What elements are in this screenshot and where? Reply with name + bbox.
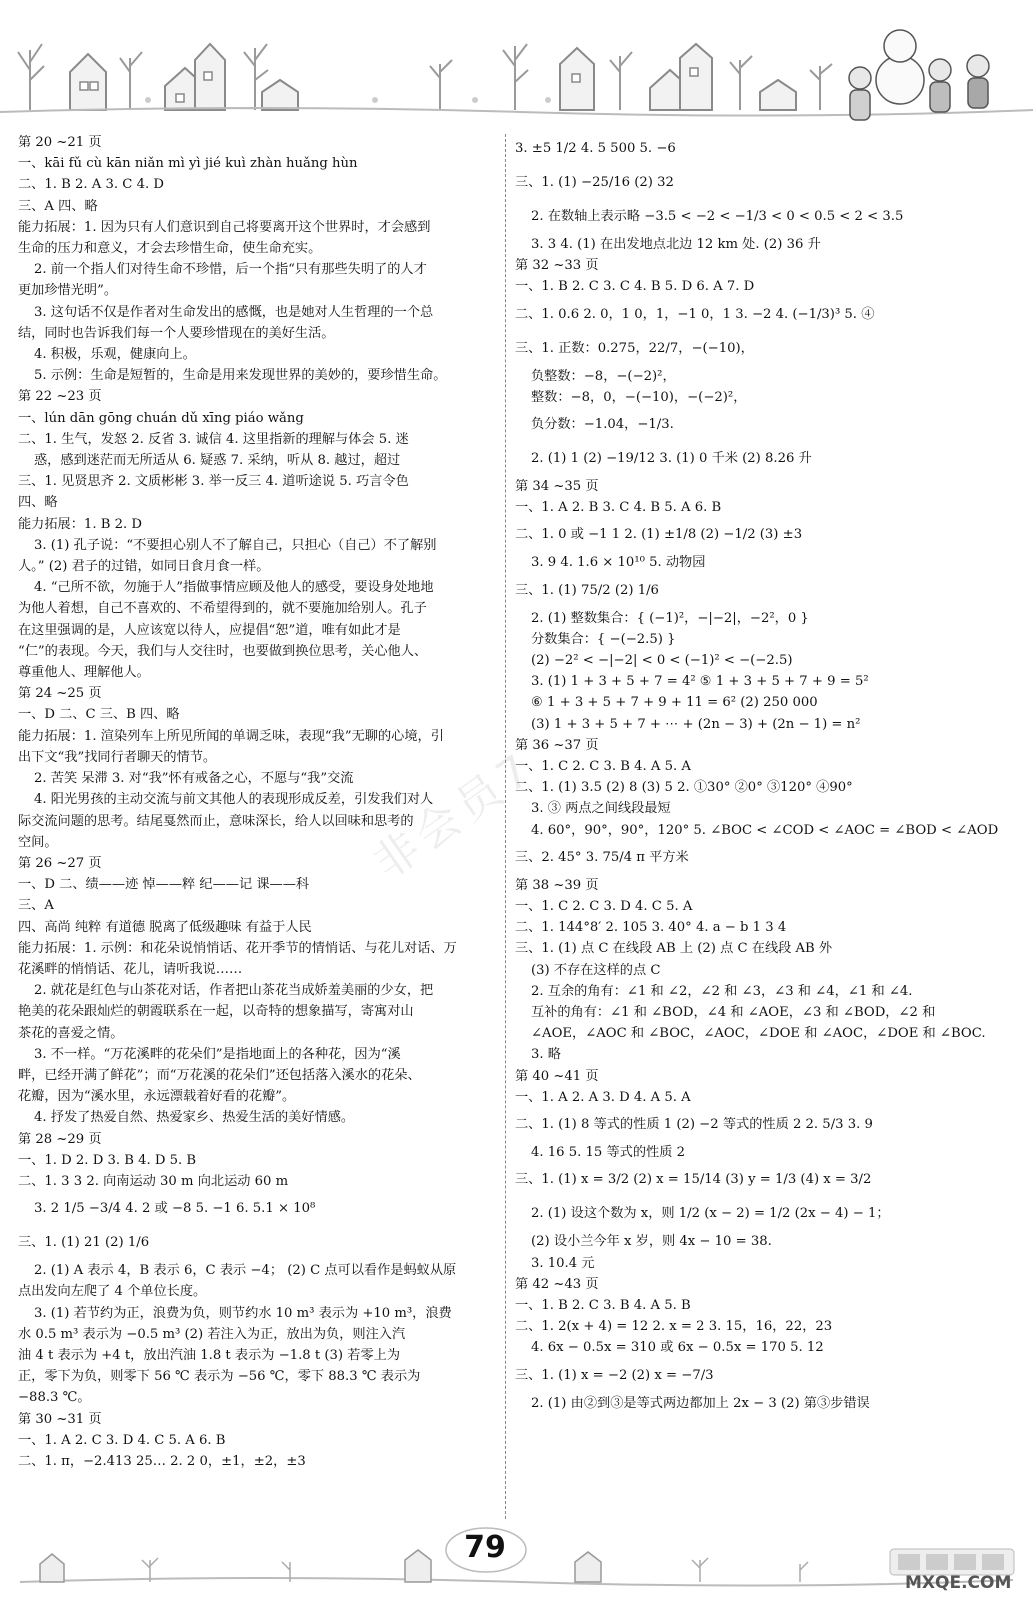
answer-line: (2) −2² < −|−2| < 0 < (−1)² < −(−2.5): [531, 653, 793, 669]
answer-line: 一、1. A 2. B 3. C 4. B 5. A 6. B: [515, 500, 722, 516]
answer-line: 结，同时也告诉我们每一个人要珍惜现在的美好生活。: [18, 325, 335, 341]
answer-line: 3. (1) 若节约为正，浪费为负，则节约水 10 m³ 表示为 +10 m³，浪费: [34, 1305, 452, 1321]
answer-line: 二、1. 2(x + 4) = 12 2. x = 2 3. 15，16，22，23: [515, 1319, 833, 1335]
answer-line: 一、1. A 2. C 3. D 4. C 5. A 6. B: [18, 1432, 226, 1448]
answer-line: 二、1. (1) 3.5 (2) 8 (3) 5 2. ①30° ②0° ③120° ④90°: [515, 780, 853, 796]
page-number: 79: [464, 1530, 506, 1565]
answer-line: 三、2. 45° 3. 75/4 π 平方米: [515, 849, 689, 865]
answer-line: 生命的压力和意义，才会去珍惜生命，使生命充实。: [18, 241, 322, 257]
answer-line: 第 40 ~41 页: [515, 1068, 599, 1084]
answer-line: 3. 略: [531, 1047, 561, 1063]
answer-line: 3. ±5 1/2 4. 5 500 5. −6: [515, 141, 676, 156]
answer-line: 2. (1) 由②到③是等式两边都加上 2x − 3 (2) 第③步错误: [531, 1395, 870, 1411]
answer-line: 3. 10.4 元: [531, 1255, 595, 1271]
answer-line: 人。” (2) 君子的过错，如同日食月食一样。: [18, 559, 270, 575]
answer-line: 三、1. (1) 点 C 在线段 AB 上 (2) 点 C 在线段 AB 外: [515, 941, 833, 957]
answer-line: 三、1. (1) 75/2 (2) 1/6: [515, 582, 659, 598]
site-logo-text: MXQE.COM: [905, 1573, 1012, 1593]
answer-line: 二、1. 0.6 2. 0，1 0，1，−1 0，1 3. −2 4. (−1/3)³ 5. ④: [515, 306, 875, 322]
answer-line: 为他人着想，自己不喜欢的、不希望得到的，就不要施加给别人。孔子: [18, 601, 427, 617]
answer-line: 2. (1) A 表示 4，B 表示 6，C 表示 −4； (2) C 点可以看作是蚂蚁从原: [34, 1263, 457, 1279]
answer-line: 第 38 ~39 页: [515, 877, 599, 893]
answer-line: 2. 在数轴上表示略 −3.5 < −2 < −1/3 < 0 < 0.5 < 2 < 3.5: [531, 209, 904, 224]
answer-line: 2. (1) 整数集合：{ (−1)²，−|−2|，−2²，0 }: [531, 610, 809, 626]
answer-line: 第 32 ~33 页: [515, 258, 599, 274]
answer-line: 三、1. 见贤思齐 2. 文质彬彬 3. 举一反三 4. 道听途说 5. 巧言令色: [18, 474, 409, 490]
answer-line: 艳美的花朵跟灿烂的朝霞联系在一起，以奇特的想象描写，寄寓对山: [18, 1004, 414, 1020]
answer-line: 负整数：−8，−(−2)²，: [531, 368, 676, 384]
answer-line: 2. 前一个指人们对待生命不珍惜，后一个指“只有那些失明了的人才: [34, 262, 427, 278]
answer-line: 在这里强调的是，人应该宽以待人，应提倡“恕”道，唯有如此才是: [18, 622, 401, 638]
answer-line: 能力拓展：1. 渲染列车上所见所闻的单调乏味，表现“我”无聊的心境，引: [18, 728, 444, 744]
answer-line: 3. 9 4. 1.6 × 10¹⁰ 5. 动物园: [531, 555, 706, 571]
answer-line: 能力拓展：1. 因为只有人们意识到自己将要离开这个世界时，才会感到: [18, 219, 431, 235]
answer-line: 茶花的喜爱之情。: [18, 1025, 124, 1041]
answer-line: 3. (1) 1 + 3 + 5 + 7 = 4² ⑤ 1 + 3 + 5 + 7 + 9 = 5²: [531, 674, 869, 690]
answer-line: 一、1. B 2. C 3. B 4. A 5. B: [515, 1297, 691, 1313]
answer-line: ⑥ 1 + 3 + 5 + 7 + 9 + 11 = 6² (2) 250 000: [531, 695, 818, 711]
answer-line: 畔，已经开满了鲜花”；而“万花溪的花朵们”还包括落入溪水的花朵、: [18, 1067, 421, 1083]
answer-line: 三、1. 正数：0.275，22/7，−(−10)，: [515, 340, 754, 356]
answer-line: 4. 积极，乐观，健康向上。: [34, 347, 196, 363]
answer-line: 第 28 ~29 页: [18, 1131, 102, 1147]
answer-line: 2. (1) 1 (2) −19/12 3. (1) 0 千米 (2) 8.26 升: [531, 451, 812, 467]
answer-line: 惑，感到迷茫而无所适从 6. 疑惑 7. 采纳，听从 8. 越过，超过: [34, 453, 401, 469]
answer-line: 尊重他人、理解他人。: [18, 665, 150, 681]
answer-line: 第 36 ~37 页: [515, 737, 599, 753]
answer-line: 能力拓展：1. B 2. D: [18, 516, 142, 532]
answer-line: 5. 示例：生命是短暂的，生命是用来发现世界的美妙的，要珍惜生命。: [34, 368, 447, 384]
footer-decoration: [0, 1520, 1033, 1600]
answer-line: −88.3 ℃。: [18, 1390, 91, 1406]
answer-line: 3. 这句话不仅是作者对生命发出的感慨，也是她对人生哲理的一个总: [34, 304, 434, 320]
answer-line: 一、1. A 2. A 3. D 4. A 5. A: [515, 1089, 691, 1105]
answer-line: (3) 1 + 3 + 5 + 7 + ⋯ + (2n − 3) + (2n − 1) = n²: [531, 716, 861, 732]
answer-line: 整数：−8，0，−(−10)，−(−2)²，: [531, 389, 747, 405]
answer-line: 三、A: [18, 898, 54, 914]
answer-line: 第 34 ~35 页: [515, 479, 599, 495]
answer-line: 二、1. 144°8′ 2. 105 3. 40° 4. a − b 1 3 4: [515, 920, 787, 936]
answer-line: 2. 互余的角有：∠1 和 ∠2，∠2 和 ∠3，∠3 和 ∠4，∠1 和 ∠4.: [531, 983, 913, 999]
answer-line: 4. 60°，90°，90°，120° 5. ∠BOC < ∠COD < ∠AOC = ∠BOD < ∠AOD: [531, 822, 999, 838]
answer-line: 一、D 二、C 三、B 四、略: [18, 707, 180, 723]
answer-line: 油 4 t 表示为 +4 t，放出汽油 1.8 t 表示为 −1.8 t (3) 若零上为: [18, 1347, 401, 1363]
answer-line: 4. 6x − 0.5x = 310 或 6x − 0.5x = 170 5. 12: [531, 1340, 824, 1356]
answer-line: 一、1. C 2. C 3. B 4. A 5. A: [515, 759, 691, 775]
answer-line: ∠AOE，∠AOC 和 ∠BOC，∠AOC，∠DOE 和 ∠AOC，∠DOE 和 ∠BOC.: [531, 1026, 986, 1042]
watermark: 非会员7: [364, 742, 545, 890]
answer-line: 一、kāi fǔ cù kān niǎn mì yì jié kuì zhàn huǎng hùn: [18, 156, 358, 172]
answer-line: 第 24 ~25 页: [18, 686, 102, 702]
answer-line: (3) 不存在这样的点 C: [531, 962, 661, 978]
answer-line: 三、1. (1) −25/16 (2) 32: [515, 175, 674, 190]
answer-line: 二、1. (1) 8 等式的性质 1 (2) −2 等式的性质 2 2. 5/3 3. 9: [515, 1117, 873, 1133]
answer-line: 四、略: [18, 495, 58, 511]
answer-line: 二、1. π，−2.413 25… 2. 2 0，±1，±2，±3: [18, 1453, 306, 1469]
answer-line: (2) 设小兰今年 x 岁，则 4x − 10 = 38.: [531, 1234, 772, 1250]
answer-line: 二、1. 3 3 2. 向南运动 30 m 向北运动 60 m: [18, 1173, 289, 1189]
answer-line: 一、1. D 2. D 3. B 4. D 5. B: [18, 1152, 197, 1168]
answer-line: “仁”的表现。今天，我们与人交往时，也要做到换位思考，关心他人、: [18, 643, 428, 659]
answer-line: 第 22 ~23 页: [18, 389, 102, 405]
answer-line: 空间。: [18, 834, 58, 850]
answer-line: 花溪畔的悄悄话、花儿，请听我说……: [18, 961, 243, 977]
answer-line: 能力拓展：1. 示例：和花朵说悄悄话、花开季节的情悄话、与花儿对话、万: [18, 940, 457, 956]
answer-line: 2. 就花是红色与山茶花对话，作者把山茶花当成娇羞美丽的少女，把: [34, 983, 434, 999]
answer-line: 一、lún dān gōng chuán dǔ xīng piáo wǎng: [18, 410, 304, 426]
answer-line: 四、高尚 纯粹 有道德 脱离了低级趣味 有益于人民: [18, 919, 312, 935]
answer-line: 三、1. (1) x = −2 (2) x = −7/3: [515, 1367, 714, 1383]
answer-line: 际交流问题的思考。结尾戛然而止，意味深长，给人以回味和思考的: [18, 813, 414, 829]
answer-line: 更加珍惜光明”。: [18, 283, 118, 299]
answer-line: 出下文“我”找同行者聊天的情节。: [18, 749, 217, 765]
answer-line: 2. 苦笑 呆滞 3. 对“我”怀有戒备之心，不愿与“我”交流: [34, 771, 354, 787]
answer-line: 3. 3 4. (1) 在出发地点北边 12 km 处. (2) 36 升: [531, 237, 821, 252]
answer-line: 2. (1) 设这个数为 x，则 1/2 (x − 2) = 1/2 (2x − 4) − 1；: [531, 1206, 890, 1222]
answer-line: 二、1. 0 或 −1 1 2. (1) ±1/8 (2) −1/2 (3) ±3: [515, 527, 803, 543]
answer-line: 第 30 ~31 页: [18, 1411, 102, 1427]
right-answer-column: [515, 132, 1015, 1414]
answer-line: 3. 不一样。“万花溪畔的花朵们”是指地面上的各种花，因为“溪: [34, 1046, 401, 1062]
answer-line: 互补的角有：∠1 和 ∠BOD，∠4 和 ∠AOE，∠3 和 ∠BOD，∠2 和: [531, 1005, 936, 1021]
answer-line: 正，零下为负，则零下 56 ℃ 表示为 −56 ℃，零下 88.3 ℃ 表示为: [18, 1369, 421, 1385]
answer-line: 三、1. (1) 21 (2) 1/6: [18, 1235, 150, 1251]
answer-line: 一、1. C 2. C 3. D 4. C 5. A: [515, 899, 693, 915]
answer-line: 3. (1) 孔子说：“不要担心别人不了解自己，只担心（自己）不了解别: [34, 537, 437, 553]
answer-line: 点出发向左爬了 4 个单位长度。: [18, 1284, 207, 1300]
column-divider: [505, 134, 506, 1519]
answer-line: 第 42 ~43 页: [515, 1276, 599, 1292]
answer-line: 二、1. 生气，发怒 2. 反省 3. 诚信 4. 这里指新的理解与体会 5. 迷: [18, 431, 409, 447]
answer-line: 三、1. (1) x = 3/2 (2) x = 15/14 (3) y = 1/3 (4) x = 3/2: [515, 1172, 872, 1188]
answer-line: 一、D 二、绩——迹 悼——粹 纪——记 课——科: [18, 877, 310, 893]
answer-line: 3. ③ 两点之间线段最短: [531, 801, 671, 817]
answer-line: 4. “己所不欲，勿施于人”指做事情应顾及他人的感受，要设身处地地: [34, 580, 434, 596]
answer-line: 3. 2 1/5 −3/4 4. 2 或 −8 5. −1 6. 5.1 × 10⁸: [34, 1201, 316, 1217]
answer-line: 负分数：−1.04，−1/3.: [531, 417, 674, 433]
answer-line: 4. 抒发了热爱自然、热爱家乡、热爱生活的美好情感。: [34, 1110, 355, 1126]
answer-line: 第 20 ~21 页: [18, 135, 102, 150]
answer-line: 三、A 四、略: [18, 198, 98, 214]
answer-line: 4. 阳光男孩的主动交流与前文其他人的表现形成反差，引发我们对人: [34, 792, 434, 808]
answer-line: 水 0.5 m³ 表示为 −0.5 m³ (2) 若注入为正，放出为负，则注入汽: [18, 1326, 406, 1342]
answer-line: 一、1. B 2. C 3. C 4. B 5. D 6. A 7. D: [515, 279, 755, 295]
answer-line: 4. 16 5. 15 等式的性质 2: [531, 1145, 686, 1161]
answer-line: 第 26 ~27 页: [18, 855, 102, 871]
answer-line: 花瓣，因为“溪水里，永远漂载着好看的花瓣”。: [18, 1089, 296, 1105]
answer-line: 分数集合：{ −(−2.5) }: [531, 631, 676, 647]
answer-line: 二、1. B 2. A 3. C 4. D: [18, 177, 164, 193]
header-decoration: [0, 0, 1033, 132]
